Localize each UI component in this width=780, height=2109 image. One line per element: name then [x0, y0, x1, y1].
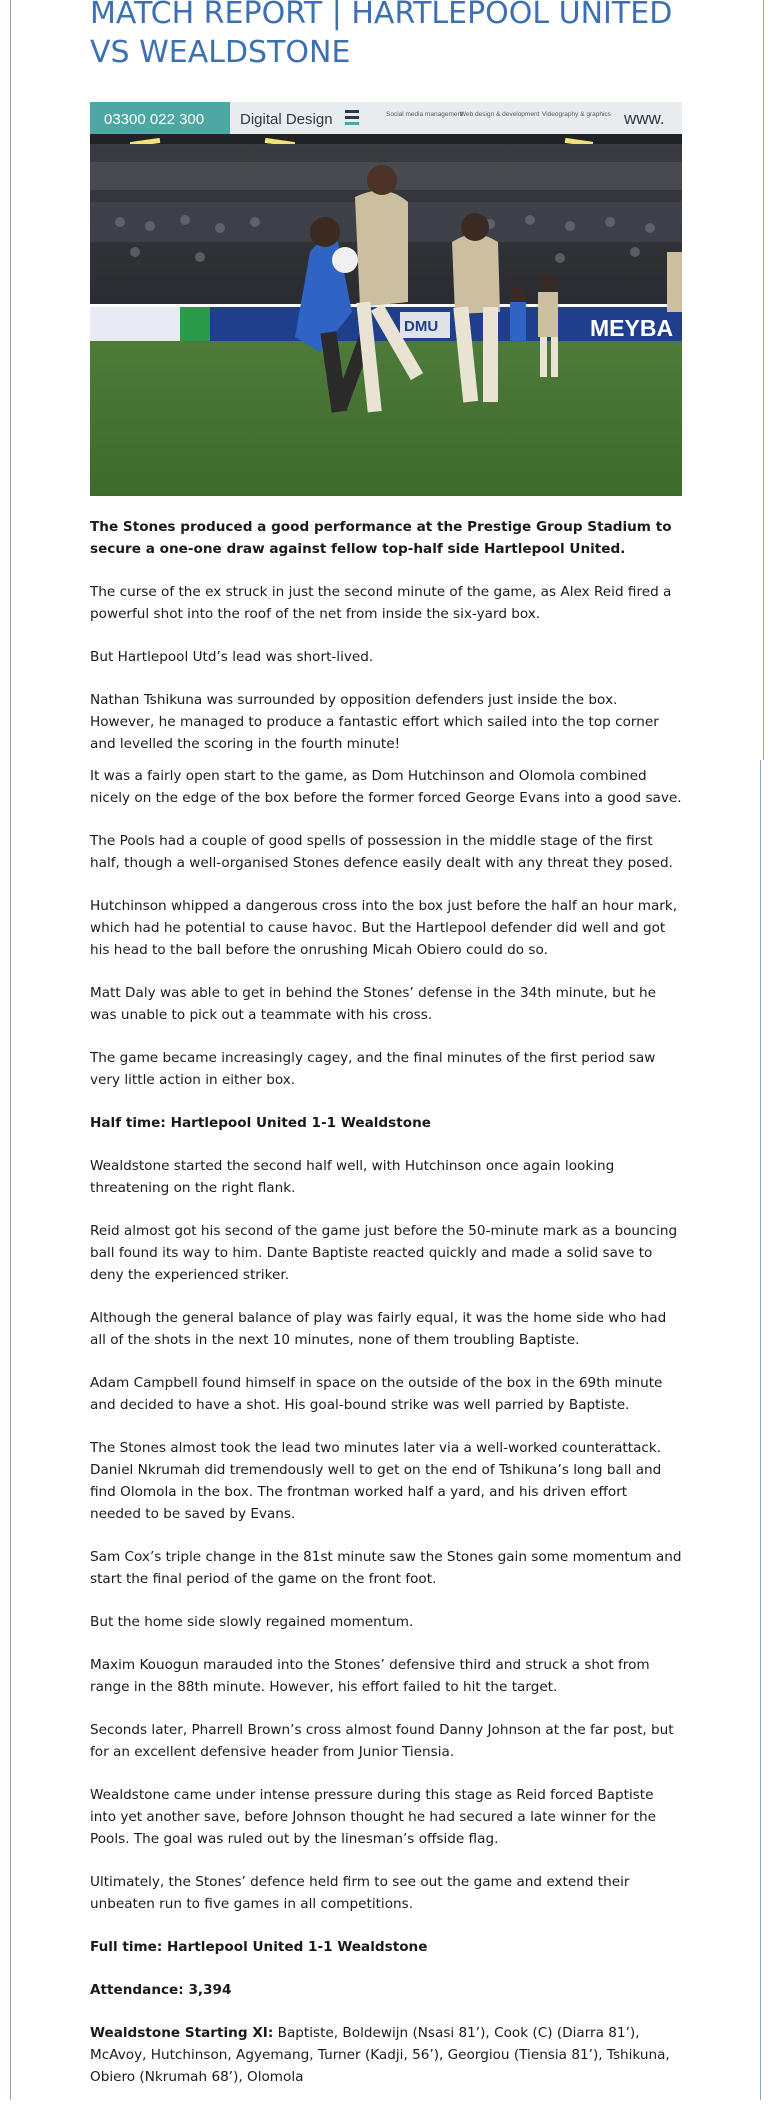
article-paragraph: Nathan Tshikuna was surrounded by opposition defenders just inside the box. However, he managed to produce a fantastic effort which sailed into the top corner and levelled the scoring in the fourth minute!: [90, 692, 659, 752]
attendance: Attendance: 3,394: [90, 1982, 232, 1998]
article-paragraph: Wealdstone came under intense pressure during this stage as Reid forced Baptiste into yet another save, before Johnson thought he had secured a late winner for the Pools. The goal was ruled out by the linesman’s offside flag.: [90, 1787, 656, 1847]
full-time-score: Full time: Hartlepool United 1-1 Wealdstone: [90, 1939, 428, 1955]
article-lead: The Stones produced a good performance at the Prestige Group Stadium to secure a one-one draw against fellow top-half side Hartlepool United.: [90, 519, 672, 557]
article-paragraph: But the home side slowly regained momentum.: [90, 1614, 414, 1630]
article-paragraph: Seconds later, Pharrell Brown’s cross almost found Danny Johnson at the far post, but for an excellent defensive header from Junior Tiensia.: [90, 1722, 674, 1760]
lineup-text: Baptiste, Boldewijn (Nsasi 81’), Cook (C) (Diarra 81’), McAvoy, Hutchinson, Agyemang, Turner (Kadji, 56’), Georgiou (Tiensia 81’), Tshikuna, Obiero (Nkrumah 68’), Olomola: [90, 2025, 670, 2085]
article-body: [90, 516, 682, 2088]
article-paragraph: Although the general balance of play was fairly equal, it was the home side who had all of the shots in the next 10 minutes, none of them troubling Baptiste.: [90, 1310, 667, 1348]
banner-item-3: Videography & graphics: [542, 111, 611, 118]
article-paragraph: The game became increasingly cagey, and the final minutes of the first period saw very little action in either box.: [90, 1050, 656, 1088]
article-paragraph: It was a fairly open start to the game, as Dom Hutchinson and Olomola combined nicely on the edge of the box before the former forced George Evans into a good save.: [90, 768, 682, 806]
ad-board-2: MEYBA: [590, 315, 674, 341]
article-paragraph: The curse of the ex struck in just the second minute of the game, as Alex Reid fired a powerful shot into the roof of the net from inside the six-yard box.: [90, 584, 672, 622]
match-photo: [90, 102, 682, 496]
article-paragraph: Reid almost got his second of the game just before the 50-minute mark as a bouncing ball found its way to him. Dante Baptiste reacted quickly and made a solid save to deny the experienced striker.: [90, 1223, 678, 1283]
lineup-label: Wealdstone Starting XI:: [90, 2025, 274, 2041]
article-paragraph: The Pools had a couple of good spells of possession in the middle stage of the first half, though a well-organised Stones defence easily dealt with any threat they posed.: [90, 833, 673, 871]
article-paragraph: The Stones almost took the lead two minutes later via a well-worked counterattack. Daniel Nkrumah did tremendously well to get on the end of Tshikuna’s long ball and find Olomola in the box. The frontman worked half a yard, and his driven effort needed to be saved by Evans.: [90, 1440, 662, 1522]
banner-web: www.: [624, 109, 665, 128]
banner-item-2: Web design & development: [460, 111, 540, 118]
article-paragraph: Ultimately, the Stones’ defence held firm to see out the game and extend their unbeaten run to five games in all competitions.: [90, 1874, 630, 1912]
page-border-right-bottom: [760, 760, 761, 2100]
page-border-left: [10, 0, 11, 2100]
ad-board-1: DMU: [404, 318, 439, 335]
banner-phone: 03300 022 300: [104, 111, 205, 128]
article-paragraph: Hutchinson whipped a dangerous cross into the box just before the half an hour mark, which had he potential to cause havoc. But the Hartlepool defender did well and got his head to the ball before the onrushing Micah Obiero could do so.: [90, 898, 678, 958]
article-paragraph: But Hartlepool Utd’s lead was short-lived.: [90, 649, 374, 665]
banner-brand: Digital Design: [240, 111, 333, 128]
article-paragraph: Sam Cox’s triple change in the 81st minute saw the Stones gain some momentum and start the final period of the game on the front foot.: [90, 1549, 682, 1587]
article: [90, 0, 682, 2109]
article-paragraph: Adam Campbell found himself in space on the outside of the box in the 69th minute and decided to have a shot. His goal-bound strike was well parried by Baptiste.: [90, 1375, 663, 1413]
banner-item-1: Social media management: [386, 111, 463, 118]
article-paragraph: Wealdstone started the second half well, with Hutchinson once again looking threatening on the right flank.: [90, 1158, 615, 1196]
starting-lineup: [90, 2022, 682, 2088]
half-time-score: Half time: Hartlepool United 1-1 Wealdstone: [90, 1115, 431, 1131]
article-paragraph: Matt Daly was able to get in behind the Stones’ defense in the 34th minute, but he was unable to pick out a teammate with his cross.: [90, 985, 657, 1023]
article-paragraph: Maxim Kouogun marauded into the Stones’ defensive third and struck a shot from range in the 88th minute. However, his effort failed to hit the target.: [90, 1657, 650, 1695]
article-title: MATCH REPORT | HARTLEPOOL UNITED VS WEALDSTONE: [90, 0, 673, 70]
page-border-right-top: [763, 0, 764, 760]
